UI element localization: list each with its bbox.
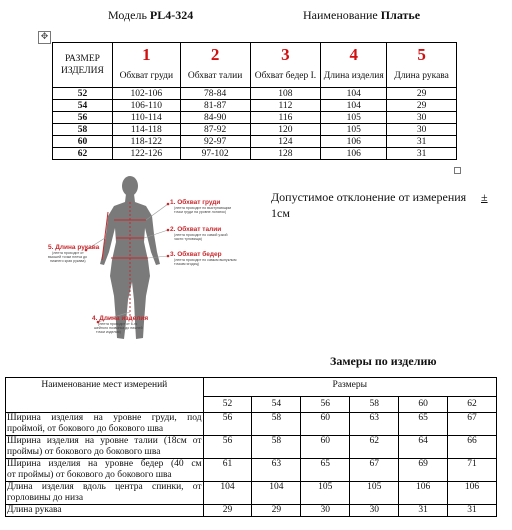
label-hips-note: (лента проходит по самым выпуклым bbox=[174, 258, 237, 262]
col-number-1: 1 bbox=[112, 43, 180, 66]
value-cell: 56 bbox=[203, 413, 252, 436]
label-waist-note: части туловища) bbox=[174, 237, 202, 241]
table-row bbox=[6, 436, 497, 459]
table-row bbox=[6, 459, 497, 482]
col-number-2: 2 bbox=[180, 43, 250, 66]
plus-minus-sign: ± bbox=[481, 190, 488, 204]
value-cell: 128 bbox=[250, 148, 321, 160]
col-caption-sleeve: Длина рукава bbox=[387, 65, 457, 88]
size-cell: 54 bbox=[53, 100, 113, 112]
value-cell: 84-90 bbox=[180, 112, 250, 124]
model-label: Модель bbox=[108, 8, 147, 22]
size-cell: 60 bbox=[53, 136, 113, 148]
value-cell: 30 bbox=[350, 505, 399, 517]
value-cell: 105 bbox=[350, 482, 399, 505]
value-cell: 104 bbox=[252, 482, 301, 505]
label-sleeve-note: нижнего края рукава) bbox=[50, 259, 86, 263]
value-cell: 106 bbox=[448, 482, 497, 505]
value-cell: 106-110 bbox=[112, 100, 180, 112]
value-cell: 63 bbox=[350, 413, 399, 436]
label-hips-title: 3. Обхват бедер bbox=[170, 251, 222, 258]
size-cell: 62 bbox=[53, 148, 113, 160]
value-cell: 106 bbox=[321, 136, 387, 148]
value-cell: 104 bbox=[203, 482, 252, 505]
label-chest-note: точки груди на уровне лопаток) bbox=[174, 210, 227, 214]
value-cell: 61 bbox=[203, 459, 252, 482]
value-cell: 29 bbox=[387, 100, 457, 112]
value-cell: 31 bbox=[387, 136, 457, 148]
value-cell: 29 bbox=[387, 88, 457, 100]
value-cell: 67 bbox=[448, 413, 497, 436]
value-cell: 124 bbox=[250, 136, 321, 148]
value-cell: 65 bbox=[301, 459, 350, 482]
value-cell: 102-106 bbox=[112, 88, 180, 100]
value-cell: 64 bbox=[399, 436, 448, 459]
label-length-note: шейного позвонка до нижней bbox=[94, 326, 143, 330]
table-row bbox=[53, 148, 457, 160]
measure-name-line: от проймы) от бокового до бокового шва bbox=[7, 470, 172, 480]
value-cell: 30 bbox=[387, 124, 457, 136]
value-cell: 29 bbox=[252, 505, 301, 517]
size-col-header: 60 bbox=[399, 397, 448, 413]
measure-name-cell bbox=[6, 413, 204, 436]
value-cell: 78-84 bbox=[180, 88, 250, 100]
value-cell: 30 bbox=[301, 505, 350, 517]
label-waist-note: (лента проходит по самой узкой bbox=[174, 233, 228, 237]
col-caption-chest: Обхват груди bbox=[112, 65, 180, 88]
measure-name-line: проймы) от бокового до бокового шва bbox=[7, 447, 161, 457]
label-chest-title: 1. Обхват груди bbox=[170, 199, 221, 206]
value-cell: 104 bbox=[321, 100, 387, 112]
model-header bbox=[108, 8, 193, 23]
value-cell: 66 bbox=[448, 436, 497, 459]
name-label: Наименование bbox=[303, 8, 378, 22]
table-move-handle-icon[interactable]: ✥ bbox=[38, 31, 51, 44]
measure-name-line: Ширина изделия на уровне бедер (40 см bbox=[7, 459, 202, 469]
label-chest-note: (лента проходит по выступающим bbox=[174, 206, 231, 210]
label-length-title: 4. Длина изделия bbox=[92, 315, 149, 322]
size-col-header: 56 bbox=[301, 397, 350, 413]
value-cell: 58 bbox=[252, 436, 301, 459]
name-value: Платье bbox=[380, 8, 421, 22]
sizes-header-cell: Размеры bbox=[203, 378, 496, 397]
value-cell: 58 bbox=[252, 413, 301, 436]
table-row bbox=[53, 100, 457, 112]
tolerance-note bbox=[271, 189, 496, 221]
value-cell: 31 bbox=[448, 505, 497, 517]
measurement-figure bbox=[44, 172, 262, 347]
size-col-header: 58 bbox=[350, 397, 399, 413]
size-header-cell: РАЗМЕР ИЗДЕЛИЯ bbox=[53, 43, 113, 88]
col-number-4: 4 bbox=[321, 43, 387, 66]
label-sleeve-note: высшей точки плеча до bbox=[48, 255, 88, 259]
measure-name-line: Ширина изделия на уровне талии (18см от bbox=[7, 436, 202, 446]
measure-name-line: проймой, от бокового до бокового шва bbox=[7, 424, 164, 434]
label-length-note: точки изделия) bbox=[96, 330, 121, 334]
label-waist-title: 2. Обхват талии bbox=[170, 226, 222, 233]
value-cell: 112 bbox=[250, 100, 321, 112]
measure-name-line: горловины до низа bbox=[7, 493, 84, 503]
size-table bbox=[52, 42, 457, 160]
measure-name-cell: Длина рукава bbox=[6, 505, 204, 517]
value-cell: 69 bbox=[399, 459, 448, 482]
value-cell: 122-126 bbox=[112, 148, 180, 160]
value-cell: 29 bbox=[203, 505, 252, 517]
table-row bbox=[53, 124, 457, 136]
value-cell: 120 bbox=[250, 124, 321, 136]
value-cell: 81-87 bbox=[180, 100, 250, 112]
model-value: PL4-324 bbox=[149, 8, 194, 22]
value-cell: 105 bbox=[321, 112, 387, 124]
value-cell: 63 bbox=[252, 459, 301, 482]
measure-table bbox=[5, 377, 497, 517]
value-cell: 116 bbox=[250, 112, 321, 124]
value-cell: 65 bbox=[399, 413, 448, 436]
measure-name-line: Длина изделия вдоль центра спинки, от bbox=[7, 482, 202, 492]
size-col-header: 52 bbox=[203, 397, 252, 413]
label-sleeve-title: 5. Длина рукава bbox=[48, 244, 100, 251]
measure-table-title: Замеры по изделию bbox=[330, 354, 437, 368]
value-cell: 60 bbox=[301, 436, 350, 459]
col-number-5: 5 bbox=[387, 43, 457, 66]
value-cell: 110-114 bbox=[112, 112, 180, 124]
value-cell: 60 bbox=[301, 413, 350, 436]
measure-name-cell bbox=[6, 436, 204, 459]
label-length-note: (лента проходит от 6-го bbox=[98, 322, 138, 326]
table-row bbox=[6, 413, 497, 436]
size-cell: 56 bbox=[53, 112, 113, 124]
value-cell: 71 bbox=[448, 459, 497, 482]
table-resize-handle-icon[interactable] bbox=[454, 167, 461, 174]
value-cell: 30 bbox=[387, 112, 457, 124]
col-caption-waist: Обхват талии bbox=[180, 65, 250, 88]
value-cell: 118-122 bbox=[112, 136, 180, 148]
tolerance-value: 1см bbox=[271, 206, 290, 220]
value-cell: 106 bbox=[321, 148, 387, 160]
size-cell: 52 bbox=[53, 88, 113, 100]
measure-name-line: Ширина изделия на уровне груди, под bbox=[7, 413, 202, 423]
value-cell: 114-118 bbox=[112, 124, 180, 136]
table-row bbox=[53, 136, 457, 148]
value-cell: 108 bbox=[250, 88, 321, 100]
col-caption-length: Длина изделия bbox=[321, 65, 387, 88]
value-cell: 56 bbox=[203, 436, 252, 459]
size-col-header: 54 bbox=[252, 397, 301, 413]
value-cell: 87-92 bbox=[180, 124, 250, 136]
size-cell: 58 bbox=[53, 124, 113, 136]
table-row bbox=[53, 112, 457, 124]
measure-name-cell bbox=[6, 459, 204, 482]
value-cell: 62 bbox=[350, 436, 399, 459]
col-caption-hips: Обхват бедер I. bbox=[250, 65, 321, 88]
value-cell: 105 bbox=[301, 482, 350, 505]
value-cell: 31 bbox=[399, 505, 448, 517]
value-cell: 105 bbox=[321, 124, 387, 136]
name-header bbox=[303, 8, 420, 23]
label-hips-note: точкам ягодиц) bbox=[174, 262, 199, 266]
name-header-cell: Наименование мест измерений bbox=[6, 378, 204, 413]
col-number-3: 3 bbox=[250, 43, 321, 66]
label-sleeve-note: (лента проходит от bbox=[52, 251, 84, 255]
value-cell: 106 bbox=[399, 482, 448, 505]
size-col-header: 62 bbox=[448, 397, 497, 413]
measure-name-cell bbox=[6, 482, 204, 505]
table-row bbox=[6, 505, 497, 517]
value-cell: 67 bbox=[350, 459, 399, 482]
tolerance-text: Допустимое отклонение от измерения bbox=[271, 190, 467, 204]
value-cell: 92-97 bbox=[180, 136, 250, 148]
value-cell: 104 bbox=[321, 88, 387, 100]
table-row bbox=[53, 88, 457, 100]
value-cell: 97-102 bbox=[180, 148, 250, 160]
value-cell: 31 bbox=[387, 148, 457, 160]
table-row bbox=[6, 482, 497, 505]
